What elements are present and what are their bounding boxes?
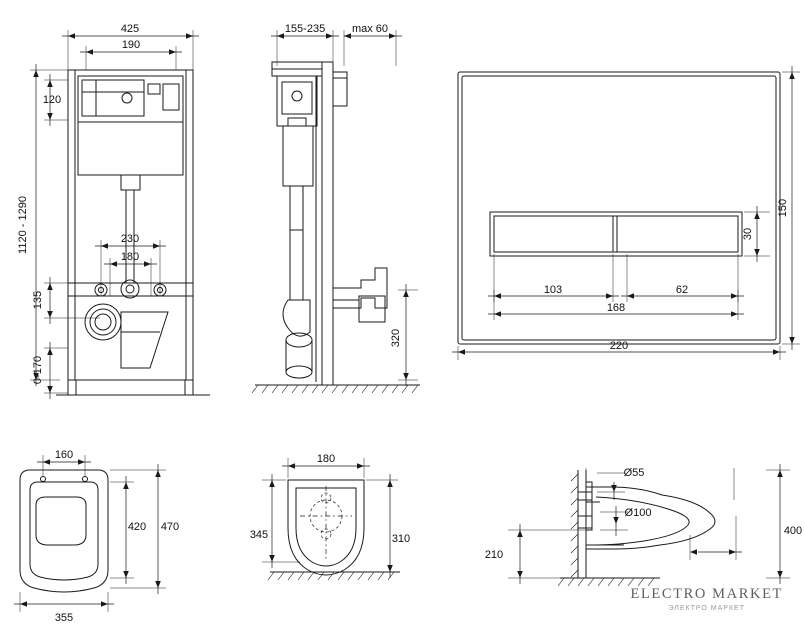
dim-bowl-height-total: 310 <box>391 533 411 545</box>
watermark-line1: ELECTRO MARKET <box>630 586 783 602</box>
dim-max-wall: max 60 <box>351 23 389 35</box>
dim-button-height: 30 <box>742 227 754 241</box>
dim-bolt-spacing-outer: 230 <box>120 233 140 245</box>
dim-frame-width-inner: 190 <box>121 39 141 51</box>
dim-seat-width: 355 <box>54 612 74 624</box>
watermark <box>631 586 784 612</box>
dim-seat-fixing-spacing: 160 <box>54 449 74 461</box>
dim-bowl-height-upper: 345 <box>249 529 269 541</box>
dim-vent-diameter: Ø55 <box>623 467 645 479</box>
dim-seat-inner-length: 420 <box>127 521 147 533</box>
dim-bowl-projection: 400 <box>783 525 803 537</box>
watermark-line2: ЭЛЕКТРО МАРКЕТ <box>668 605 745 612</box>
dim-depth-range: 155-235 <box>284 23 326 35</box>
dim-bowl-width: 180 <box>316 453 336 465</box>
dim-floor-adjust: 0-170 <box>32 355 44 385</box>
dim-button-large: 103 <box>543 284 563 296</box>
dim-seat-total-length: 470 <box>160 521 180 533</box>
dim-button-width-total: 168 <box>606 302 626 314</box>
dim-plate-width: 220 <box>609 340 629 352</box>
dim-frame-width-total: 425 <box>120 23 140 35</box>
dim-plate-height: 150 <box>777 198 789 218</box>
dim-button-small: 62 <box>675 284 689 296</box>
dim-frame-top-box-height: 120 <box>42 94 62 106</box>
dim-outlet-diameter: Ø100 <box>624 507 652 519</box>
dim-bolt-height: 135 <box>32 290 44 310</box>
dim-frame-height-range: 1120 - 1290 <box>17 196 29 254</box>
dim-bolt-spacing-inner: 180 <box>120 251 140 263</box>
dim-outlet-height: 210 <box>484 549 504 561</box>
dim-outlet-height-side: 320 <box>390 328 402 348</box>
